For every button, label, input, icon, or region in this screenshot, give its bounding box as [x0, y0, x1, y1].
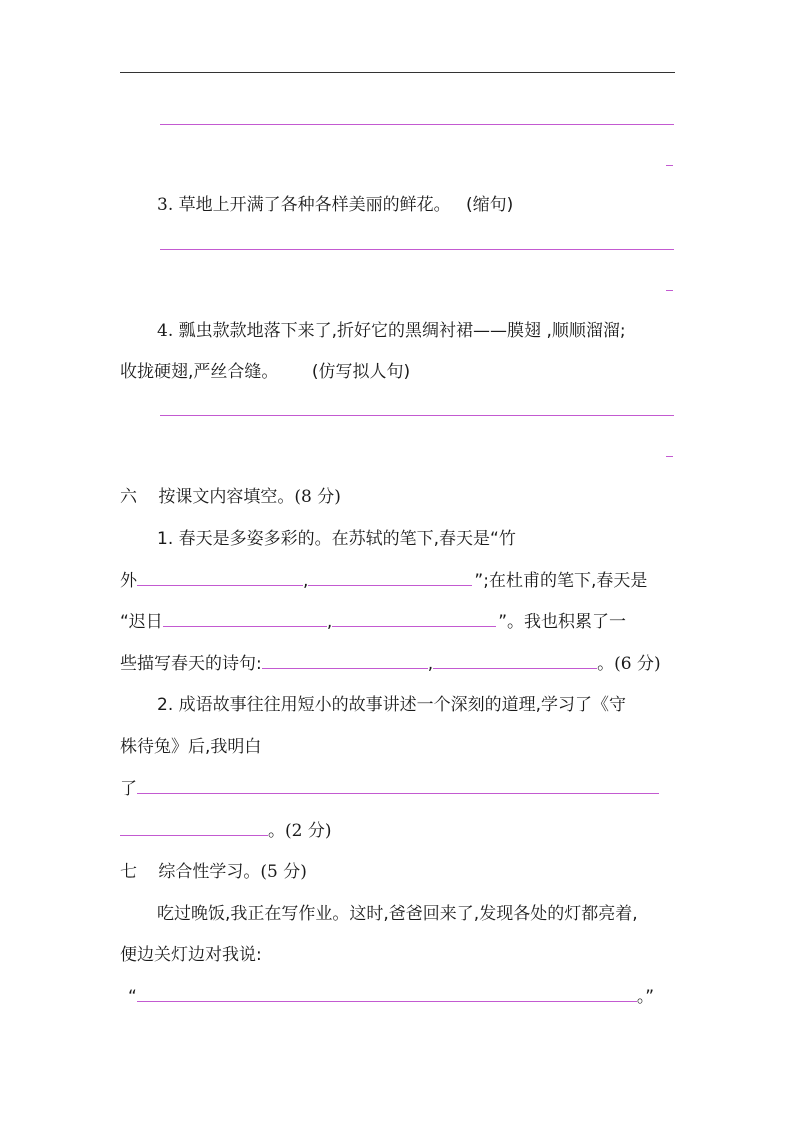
answer-line[interactable] [160, 415, 674, 416]
item-1-line-3 [120, 607, 626, 632]
fill-blank[interactable] [137, 584, 303, 586]
section-number: 六 [120, 487, 137, 507]
fill-blank[interactable] [137, 792, 659, 794]
item-score: 。(2 分) [268, 821, 332, 841]
item-text: 1. 春天是多姿多彩的。在苏轼的笔下,春天是“竹 [157, 529, 516, 549]
question-tag: (缩句) [466, 195, 514, 215]
top-rule [120, 72, 675, 73]
item-2-line-4 [120, 816, 331, 841]
item-2-line-3 [120, 774, 659, 799]
fill-blank[interactable] [120, 834, 268, 836]
fill-blank[interactable] [308, 584, 472, 586]
question-4-line-1 [157, 316, 626, 341]
answer-line[interactable] [160, 124, 674, 125]
section-7-line-1 [157, 899, 638, 924]
answer-line[interactable] [160, 249, 674, 250]
section-6-heading [120, 482, 341, 507]
item-1-line-2 [120, 566, 647, 591]
question-tag: (仿写拟人句) [311, 362, 411, 382]
item-2-line-2 [120, 732, 261, 757]
item-text: , [303, 571, 309, 591]
item-2-line-1 [157, 690, 626, 715]
question-4-line-2 [120, 357, 410, 382]
item-text: , [326, 612, 333, 632]
question-text: 收拢硬翅,严丝合缝。 [120, 362, 279, 382]
item-text: 株待兔》后,我明白 [120, 737, 262, 757]
item-text: 了 [120, 779, 137, 799]
section-7-line-2 [120, 940, 262, 965]
item-text: 2. 成语故事往往用短小的故事讲述一个深刻的道理,学习了《守 [157, 695, 627, 715]
item-score: 。(6 分) [597, 654, 661, 674]
item-text: 外 [120, 571, 137, 591]
fill-blank[interactable] [332, 625, 496, 627]
question-text: 瓢虫款款地落下来了,折好它的黑绸衬裙——膜翅 ,顺顺溜溜; [178, 321, 626, 341]
section-number: 七 [120, 862, 137, 882]
question-number: 3. [157, 195, 174, 215]
item-text: , [427, 654, 434, 674]
item-text: ”;在杜甫的笔下,春天是 [474, 571, 648, 591]
question-3 [157, 190, 513, 215]
item-text: 些描写春天的诗句: [120, 654, 262, 674]
line-end-mark [666, 456, 673, 457]
fill-blank[interactable] [137, 1000, 637, 1002]
question-text: 草地上开满了各种各样美丽的鲜花。 [178, 195, 451, 215]
section-7-answer [128, 982, 654, 1007]
section-title: 综合性学习。 [158, 862, 261, 882]
fill-blank[interactable] [163, 625, 327, 627]
item-1-line-4 [120, 649, 661, 674]
fill-blank[interactable] [262, 667, 428, 669]
section-score: (8 分) [294, 487, 341, 507]
paragraph-text: 吃过晚饭,我正在写作业。这时,爸爸回来了,发现各处的灯都亮着, [157, 904, 638, 924]
item-text: ”。我也积累了一 [498, 612, 627, 632]
item-text: “迟日 [120, 612, 163, 632]
paragraph-text: 便边关灯边对我说: [120, 945, 262, 965]
close-quote: 。” [636, 987, 655, 1007]
line-end-mark [666, 165, 673, 166]
open-quote: “ [128, 987, 137, 1007]
fill-blank[interactable] [433, 667, 597, 669]
section-7-heading [120, 857, 307, 882]
section-title: 按课文内容填空。 [158, 487, 295, 507]
question-number: 4. [157, 321, 174, 341]
section-score: (5 分) [260, 862, 307, 882]
line-end-mark [666, 290, 673, 291]
item-1-line-1 [157, 524, 516, 549]
